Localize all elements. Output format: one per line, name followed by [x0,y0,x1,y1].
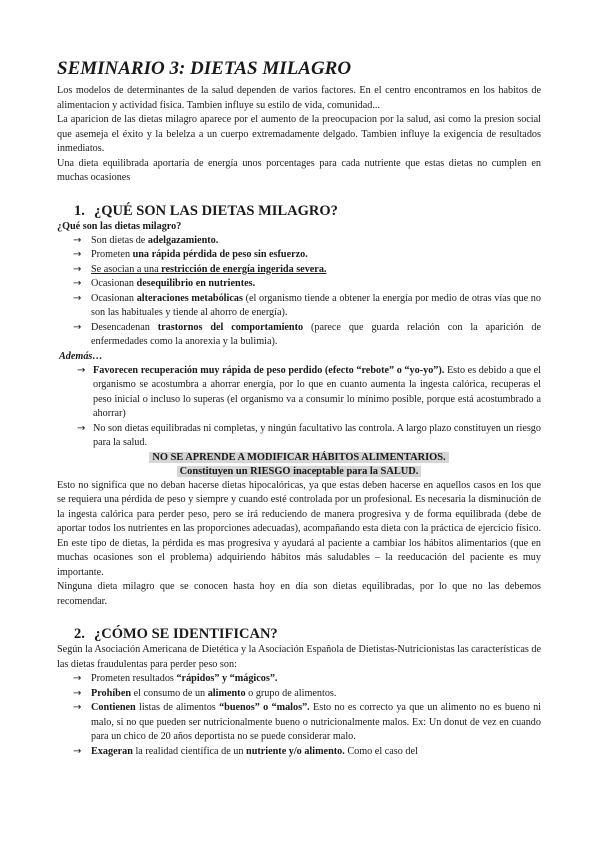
arrow-icon: → [73,234,82,246]
list-item: → Favorecen recuperación muy rápida de peso perdido (efecto “rebote” o “yo-yo”). Esto es debido a que el organismo se acostumbra a ahorrar energía, por lo que en cuanto aumenta la ingesta calórica, recuperas el peso inicial o incluso lo superas (el organismo va a consumir lo mínimo posible, porque está acostumbrado a ahorrar) [77,364,541,419]
banner-line-2: Constituyen un RIESGO inaceptable para la SALUD. [177,466,422,477]
arrow-icon: → [73,249,82,260]
arrow-icon: → [73,321,82,333]
warning-banner [57,451,541,479]
list-item: → Prometen una rápida pérdida de peso sin esfuerzo. [57,248,541,263]
section-1-paragraph-2: Ninguna dieta milagro que se conocen hasta hoy en día son dietas equilibradas, por lo que no las debemos recomendar. [57,581,541,607]
list-item: → Desencadenan trastornos del comportamiento (parece que guarda relación con la aparición de enfermedades como la anorexia y la bulimia). [73,321,541,347]
arrow-icon: → [73,687,82,699]
arrow-icon: → [73,702,82,713]
section-1-heading [74,202,541,220]
intro-paragraph-3: Una dieta equilibrada aportaría de energía unos porcentages para cada nutriente que estas dietas no cumplen en muchas ocasiones [57,157,541,183]
list-item: → Se asocian a una restricción de energía ingerida severa. [57,263,541,278]
ademas-label: Además… [59,350,103,362]
ademas-list [57,364,541,451]
intro-paragraph-2: La aparicion de las dietas milagro aparece por el aumento de la preocupacion por la salud, asi como la presion social que asemeja el éxito y la belelza a un cuerpo extremadamente delgado. Tambien influye la exigencia de resultados inmediatos. [57,114,541,154]
arrow-icon: → [77,364,86,376]
section-1-paragraph-1: Esto no significa que no deban hacerse dietas hipocalóricas, ya que estas deben hacerse en aquellos casos en los que se requiera una pérdida de peso y siempre y cuando esté controlada por un profesional. Es necesaria la disminución de la ingesta calórica para perder peso, pero se irá reduciendo de manera progresiva y de forma equilibrada (debe de aportar todos los nutrientes en las proporciones adecuadas), acompañando esta dieta con la práctica de ejercicio físico. En este tipo de dietas, la pérdida es mas progresiva y ayudará al paciente a cambiar los hábitos alimentarios (que en muchas ocasiones son el problema) adquiriendo hábitos más saludables – la reeducación del paciente es muy importante. [57,479,541,578]
list-item: → No son dietas equilibradas ni completas, y ningún facultativo las controla. A largo plazo constituyen un riesgo para la salud. [77,422,541,448]
section-2-number: 2. [74,626,85,642]
section-1-number: 1. [74,202,85,219]
arrow-icon: → [73,292,82,304]
list-item: → Ocasionan desequilibrio en nutrientes. [57,277,541,292]
list-item: → Contienen listas de alimentos “buenos” o “malos”. Esto no es correcto ya que un alimento no es bueno ni malo, si no que pueden ser nutricionalmente bueno o nutricionalmente malos. Ex: Un donut de vez en cuando para un chico de 20 años deportista no se puede considerar malo. [73,702,542,742]
list-item: → Exageran la realidad científica de un nutriente y/o alimento. Como el caso del [57,745,541,760]
arrow-icon: → [73,673,82,684]
section-2-list [57,672,541,759]
banner-line-1: NO SE APRENDE A MODIFICAR HÁBITOS ALIMENTARIOS. [149,452,448,463]
section-1-subheading: ¿Qué son las dietas milagro? [57,220,182,232]
section-2-heading [74,625,541,643]
section-1-list [57,234,541,350]
arrow-icon: → [73,263,82,275]
page-title: SEMINARIO 3: DIETAS MILAGRO [57,58,352,79]
list-item: → Prohíben el consumo de un alimento o grupo de alimentos. [57,687,541,702]
intro-paragraph-1: Los modelos de determinantes de la salud dependen de varios factores. En el centro encontramos en los habitos de alimentacion y actividad fisica. Tambien influye su estilo de vida, comunidad... [57,85,541,111]
section-2-intro: Según la Asociación Americana de Dietética y la Asociación Española de Dietistas-Nutricionistas las características de las dietas fraudulentas para perder peso son: [57,644,541,670]
arrow-icon: → [77,422,86,434]
document-page [57,58,541,759]
list-item: → Prometen resultados “rápidos” y “mágicos”. [57,672,541,687]
list-item: → Ocasionan alteraciones metabólicas (el organismo tiende a obtener la energía por medio de otras vías que no son las habituales y tiende al ahorro de energía). [73,292,541,318]
list-item: → Son dietas de adelgazamiento. [57,234,541,249]
arrow-icon: → [73,278,82,289]
arrow-icon: → [73,745,82,757]
section-1-title: ¿QUÉ SON LAS DIETAS MILAGRO? [94,202,338,219]
section-2-title: ¿CÓMO SE IDENTIFICAN? [94,626,278,642]
